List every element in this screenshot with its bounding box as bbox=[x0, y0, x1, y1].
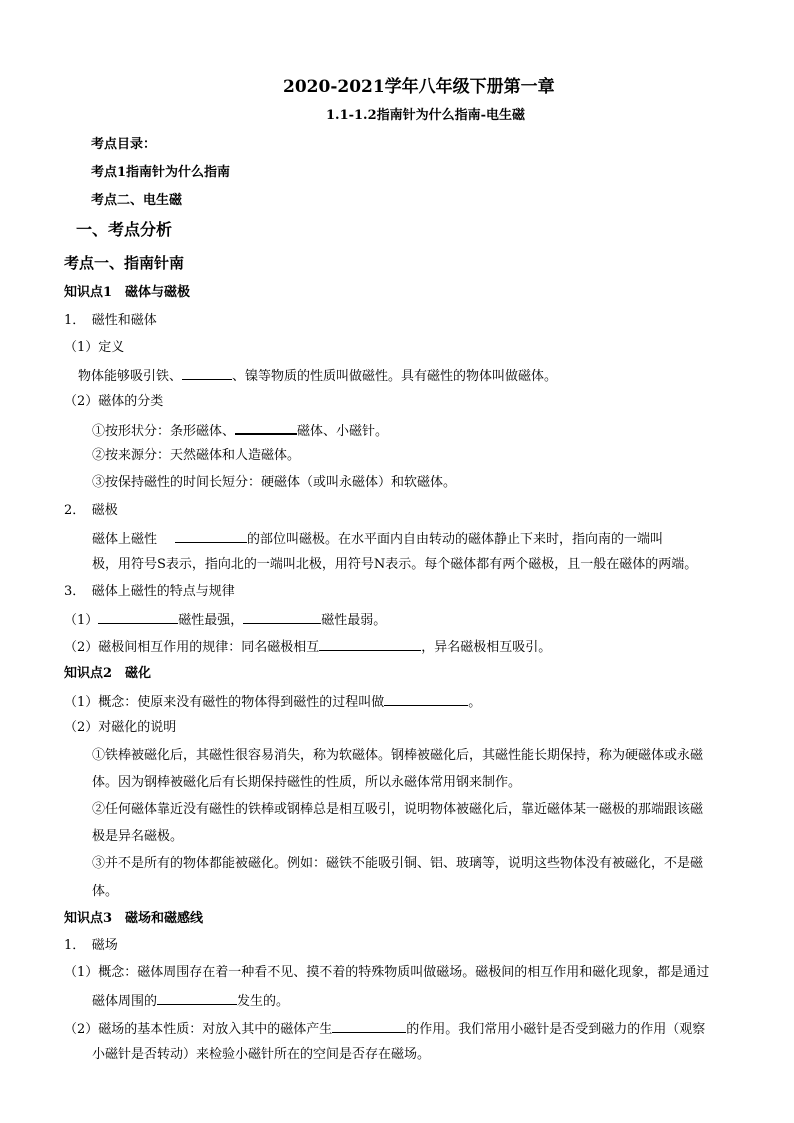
text: 磁性最弱。 bbox=[321, 613, 387, 628]
paragraph bbox=[64, 638, 551, 656]
text: （1） bbox=[64, 613, 99, 628]
fill-blank[interactable] bbox=[235, 421, 297, 435]
paragraph: ②任何磁体靠近没有磁性的铁棒或钢棒总是相互吸引，说明物体被磁化后，靠近磁体某一磁极的那端跟该磁 bbox=[92, 802, 704, 817]
toc-item: 考点1指南针为什么指南 bbox=[91, 165, 231, 180]
kaodian-heading: 考点一、指南针南 bbox=[64, 254, 185, 272]
paragraph bbox=[64, 693, 481, 711]
fill-blank[interactable] bbox=[157, 992, 237, 1005]
text: （2）磁极间相互作用的规律：同名磁极相互 bbox=[64, 640, 320, 655]
text: 磁体周围的 bbox=[92, 994, 158, 1009]
paragraph: ②按来源分：天然磁体和人造磁体。 bbox=[92, 448, 301, 463]
paragraph: 1． 磁场 bbox=[64, 938, 118, 953]
toc-item: 考点二、电生磁 bbox=[91, 193, 183, 208]
paragraph: 3． 磁体上磁性的特点与规律 bbox=[64, 584, 235, 599]
paragraph bbox=[64, 611, 386, 629]
paragraph: 2． 磁极 bbox=[64, 503, 118, 518]
document-subtitle: 1.1-1.2指南针为什么指南-电生磁 bbox=[326, 108, 526, 123]
paragraph: 极是异名磁极。 bbox=[92, 829, 184, 844]
text: 发生的。 bbox=[237, 994, 290, 1009]
text: 。 bbox=[468, 695, 482, 710]
paragraph: ①铁棒被磁化后，其磁性很容易消失，称为软磁体。钢棒被磁化后，其磁性能长期保持，称为硬磁体或永磁 bbox=[92, 748, 704, 763]
knowledge-point-title: 知识点1 磁体与磁极 bbox=[64, 285, 191, 300]
paragraph bbox=[92, 992, 289, 1010]
paragraph: （1）定义 bbox=[64, 340, 125, 355]
text: 磁体、小磁针。 bbox=[297, 424, 389, 439]
paragraph: （2）对磁化的说明 bbox=[64, 720, 177, 735]
fill-blank[interactable] bbox=[384, 693, 468, 706]
text: 的部位叫磁极。在水平面内自由转动的磁体静止下来时，指向南的一端叫 bbox=[247, 532, 664, 547]
paragraph: 1． 磁性和磁体 bbox=[64, 313, 157, 328]
text: 物体能够吸引铁、 bbox=[78, 369, 183, 384]
paragraph: （1）概念：磁体周围存在着一种看不见、摸不着的特殊物质叫做磁场。磁极间的相互作用和磁化现象，都是通过 bbox=[64, 965, 710, 980]
paragraph bbox=[92, 530, 663, 548]
text: 、镍等物质的性质叫做磁性。具有磁性的物体叫做磁体。 bbox=[232, 369, 558, 384]
text: （2）磁场的基本性质：对放入其中的磁体产生 bbox=[64, 1022, 333, 1037]
text: 磁体上磁性 bbox=[92, 532, 158, 547]
text: ，异名磁极相互吸引。 bbox=[421, 640, 552, 655]
text: （1）概念：使原来没有磁性的物体得到磁性的过程叫做 bbox=[64, 695, 385, 710]
fill-blank[interactable] bbox=[175, 530, 247, 543]
paragraph: ③按保持磁性的时间长短分：硬磁体（或叫永磁体）和软磁体。 bbox=[92, 475, 457, 490]
fill-blank[interactable] bbox=[332, 1020, 406, 1033]
paragraph bbox=[92, 421, 388, 440]
paragraph bbox=[78, 367, 557, 385]
section-heading: 一、考点分析 bbox=[76, 220, 173, 239]
fill-blank[interactable] bbox=[182, 367, 232, 380]
text: ①按形状分：条形磁体、 bbox=[92, 424, 236, 439]
text: 的作用。我们常用小磁针是否受到磁力的作用（观察 bbox=[406, 1022, 706, 1037]
paragraph: 极，用符号S表示，指向北的一端叫北极，用符号N表示。每个磁体都有两个磁极，且一般在磁体的两端。 bbox=[92, 557, 698, 572]
fill-blank[interactable] bbox=[98, 611, 178, 624]
paragraph: 小磁针是否转动）来检验小磁针所在的空间是否存在磁场。 bbox=[92, 1047, 431, 1062]
knowledge-point-title: 知识点2 磁化 bbox=[64, 666, 152, 681]
text: 磁性最强， bbox=[178, 613, 244, 628]
paragraph: 体。 bbox=[92, 884, 119, 899]
paragraph: 体。因为钢棒被磁化后有长期保持磁性的性质，所以永磁体常用钢来制作。 bbox=[92, 775, 522, 790]
knowledge-point-title: 知识点3 磁场和磁感线 bbox=[64, 911, 204, 926]
toc-heading: 考点目录： bbox=[91, 137, 157, 152]
document-title: 2020-2021学年八年级下册第一章 bbox=[283, 77, 555, 97]
fill-blank[interactable] bbox=[243, 611, 321, 624]
paragraph bbox=[64, 1020, 705, 1038]
paragraph: （2）磁体的分类 bbox=[64, 394, 164, 409]
paragraph: ③并不是所有的物体都能被磁化。例如：磁铁不能吸引铜、铝、玻璃等，说明这些物体没有被磁化，不是磁 bbox=[92, 856, 704, 871]
fill-blank[interactable] bbox=[319, 638, 421, 651]
